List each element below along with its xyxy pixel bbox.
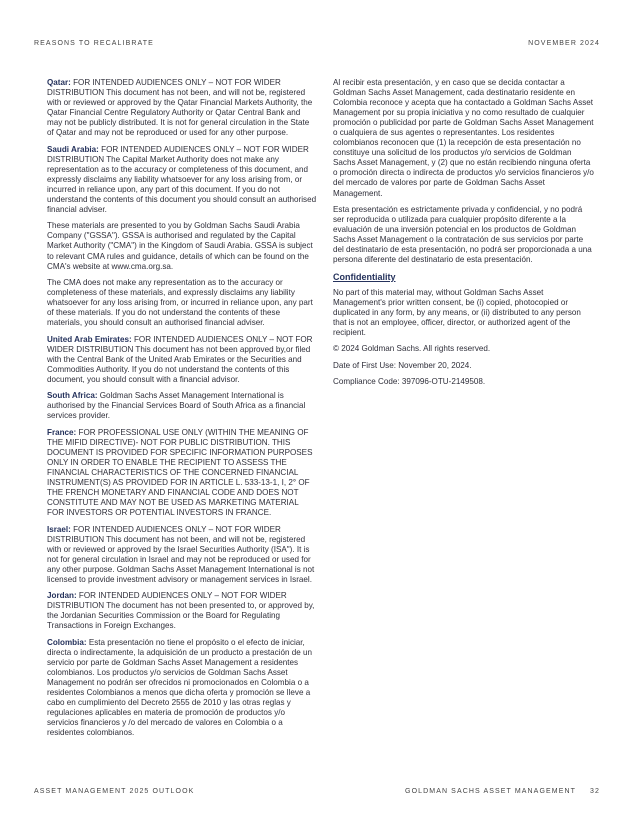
- disclosure-cma: [47, 278, 317, 328]
- disclosure-gssa: [47, 221, 317, 271]
- page-header: [0, 40, 638, 52]
- disclosure-text: These materials are presented to you by Goldman Sachs Saudi Arabia Company ("GSSA"). GSSA is authorised and regulated by the Capital Market Authority ("CMA") in the Kingdom of Saudi Arabia. GSSA is subject to relevant CMA rules and guidance, details of which can be found on the CMA's website at www.cma.org.sa.: [47, 221, 313, 271]
- disclosure-label: Saudi Arabia:: [47, 144, 99, 154]
- colombia-acknowledgement: Al recibir esta presentación, y en caso que se decida contactar a Goldman Sachs Asset Management, cada destinatario residente en Colombia reconoce y acepta que ha contactado a Goldman Sachs Asset Management por su propia iniciativa y no como resultado de cualquier promoción o publicidad por parte de Goldman Sachs Asset Management o cualquiera de sus agentes o representantes. Los residentes colombianos reconocen que (1) la recepción de esta presentación no constituye una solicitud de los productos y/o servicios de Goldman Sachs Asset Management, y (2) que no están recibiendo ninguna oferta o promoción directa o indirecta de productos y/o servicios financieros y/o del mercado de valores por parte de Goldman Sachs Asset Management.: [333, 78, 594, 198]
- date-of-first-use: Date of First Use: November 20, 2024.: [333, 360, 472, 370]
- header-date: NOVEMBER 2024: [528, 40, 600, 47]
- disclosure-colombia: [47, 638, 317, 738]
- footer-title: ASSET MANAGEMENT 2025 OUTLOOK: [34, 788, 195, 795]
- confidentiality-heading: Confidentiality: [333, 271, 396, 282]
- disclosure-france: [47, 428, 317, 518]
- disclosure-uae: [47, 335, 317, 385]
- disclosure-text: Goldman Sachs Asset Management International is authorised by the Financial Services Board of South Africa as a financial services provider.: [47, 391, 306, 421]
- disclosure-text: Esta presentación no tiene el propósito o el efecto de iniciar, directa o indirectamente, la adquisición de un producto a prestación de un servicio por parte de Goldman Sachs Asset Management a residentes colombianos. Los productos y/o servicios de Goldman Sachs Asset Management no podrán ser ofrecidos ni promocionados en Colombia o a residentes Colombianos a menos que dicha oferta y promoción se lleve a cabo en cumplimiento del Decreto 2555 de 2010 y las otras reglas y regulaciones aplicables en materia de promoción de productos y/o servicios financieros y /o del mercado de valores en Colombia o a residentes colombianos.: [47, 637, 313, 738]
- disclosure-text: The CMA does not make any representation as to the accuracy or completeness of these materials, and expressly disclaims any liability whatsoever for any loss arising from, or incurred in reliance upon, any part of these materials. If you do not understand the contents of these materials, you should consult an authorised financial adviser.: [47, 278, 313, 328]
- footer-brand: GOLDMAN SACHS ASSET MANAGEMENT: [405, 788, 576, 795]
- left-column: [47, 78, 317, 745]
- disclosure-label: Qatar:: [47, 78, 71, 87]
- confidentiality-text: No part of this material may, without Goldman Sachs Asset Management's prior written consent, be (i) copied, photocopied or duplicated in any form, by any means, or (ii) distributed to any person that is not an employee, officer, director, or authorized agent of the recipient.: [333, 287, 581, 337]
- disclosure-label: Colombia:: [47, 637, 87, 647]
- disclosure-israel: [47, 525, 317, 585]
- disclosure-text: FOR INTENDED AUDIENCES ONLY – NOT FOR WIDER DISTRIBUTION The Capital Market Authority does not make any representation as to the accuracy or completeness of this document, and expressly disclaims any liability whatsoever for any loss arising from, or incurred in reliance upon, any part of this document. If you do not understand the contents of this document you should consult an authorised financial adviser.: [47, 144, 317, 214]
- disclosure-label: South Africa:: [47, 391, 98, 401]
- disclosure-text: FOR INTENDED AUDIENCES ONLY – NOT FOR WIDER DISTRIBUTION This document has not been approved by,or filed with the Central Bank of the United Arab Emirates or the Securities and Commodities Authority. If you do not understand the contents of this document, you should consult with a financial advisor.: [47, 334, 313, 384]
- page-number: 32: [590, 788, 600, 795]
- copyright-notice: © 2024 Goldman Sachs. All rights reserved.: [333, 344, 491, 354]
- footer-right: [405, 788, 600, 795]
- disclosure-qatar: [47, 78, 317, 138]
- disclosure-text: FOR INTENDED AUDIENCES ONLY – NOT FOR WIDER DISTRIBUTION This document has not been, and will not be, registered with or reviewed or approved by the Qatar Financial Markets Authority, the Qatar Financial Centre Regulatory Authority or Qatar Central Bank and may not be publicly distributed. It is not for general circulation in the State of Qatar and may not be reproduced or used for any other purpose.: [47, 78, 313, 138]
- right-column: [333, 78, 595, 394]
- disclosure-saudi-arabia: [47, 145, 317, 215]
- disclosure-text: FOR PROFESSIONAL USE ONLY (WITHIN THE MEANING OF THE MIFID DIRECTIVE)- NOT FOR PUBLIC DISTRIBUTION. THIS DOCUMENT IS PROVIDED FOR SPECIFIC INFORMATION PURPOSES ONLY IN ORDER TO ENABLE THE RECIPIENT TO ASSESS THE FINANCIAL CHARACTERISTICS OF THE CONCERNED FINANCIAL INSTRUMENT(S) AS PROVIDED FOR IN ARTICLE L. 533-13-1, I, 2° OF THE FRENCH MONETARY AND FINANCIAL CODE AND DOES NOT CONSTITUTE AND MAY NOT BE USED AS MARKETING MATERIAL FOR INVESTORS OR POTENTIAL INVESTORS IN FRANCE.: [47, 427, 313, 518]
- disclosure-text: FOR INTENDED AUDIENCES ONLY – NOT FOR WIDER DISTRIBUTION The document has not been presented to, or approved by, the Jordanian Securities Commission or the Board for Regulating Transactions in Foreign Exchanges.: [47, 591, 315, 631]
- page-footer: [0, 788, 638, 800]
- disclosure-label: Israel:: [47, 524, 71, 534]
- colombia-confidentiality: Esta presentación es estrictamente privada y confidencial, y no podrá ser reproducida o utilizada para cualquier propósito diferente a la evaluación de una inversión potencial en los productos de Goldman Sachs Asset Management o la contratación de sus servicios por parte del destinatario de esta presentación, no podrá ser proporcionada a una persona diferente del destinatario de esta presentación.: [333, 204, 592, 265]
- disclosure-label: Jordan:: [47, 591, 77, 601]
- disclosure-south-africa: [47, 391, 317, 421]
- header-title: REASONS TO RECALIBRATE: [34, 40, 154, 47]
- compliance-code: Compliance Code: 397096-OTU-2149508.: [333, 377, 486, 387]
- disclosure-jordan: [47, 591, 317, 631]
- disclosure-label: United Arab Emirates:: [47, 334, 132, 344]
- disclosure-label: France:: [47, 427, 77, 437]
- disclosure-text: FOR INTENDED AUDIENCES ONLY – NOT FOR WIDER DISTRIBUTION This document has not been, and will not be, registered with or reviewed or approved by the Israel Securities Authority (ISA"). It is not for general circulation in Israel and may not be reproduced or used for any other purpose. Goldman Sachs Asset Management International is not licensed to provide investment advisory or management services in Israel.: [47, 524, 315, 584]
